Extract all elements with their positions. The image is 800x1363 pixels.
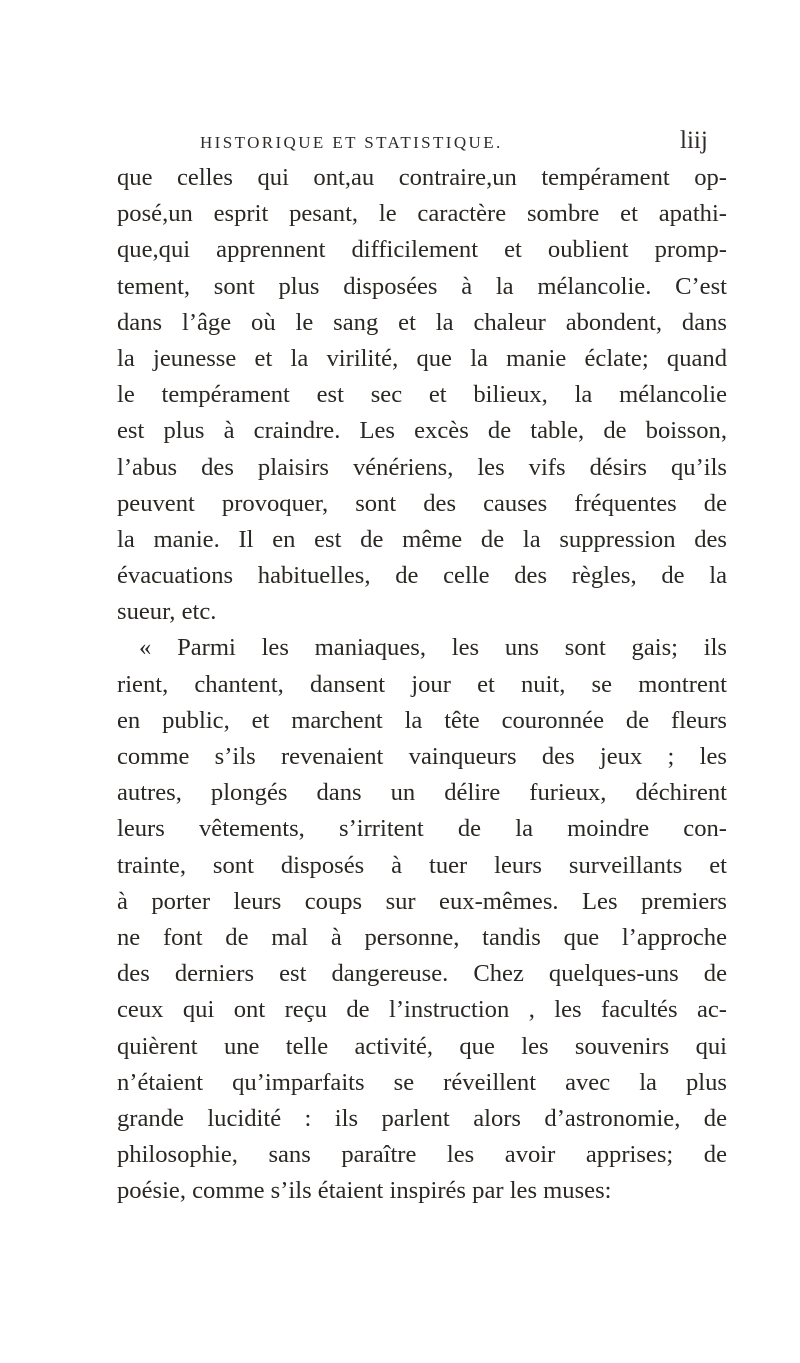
running-title: HISTORIQUE ET STATISTIQUE. [200, 133, 503, 152]
text-line: ceux qui ont reçu de l’instruction , les facultés ac- [117, 996, 727, 1024]
text-line: trainte, sont disposés à tuer leurs surveillants et [117, 851, 727, 879]
text-line: des derniers est dangereuse. Chez quelques-uns de [117, 960, 727, 988]
text-line: ne font de mal à personne, tandis que l’approche [117, 923, 727, 951]
text-line: poésie, comme s’ils étaient inspirés par les muses: [117, 1177, 612, 1205]
text-line: quièrent une telle activité, que les souvenirs qui [117, 1032, 727, 1060]
text-line: leurs vêtements, s’irritent de la moindre con- [117, 815, 727, 843]
text-line: sueur, etc. [117, 598, 217, 626]
text-line: en public, et marchent la tête couronnée de fleurs [117, 706, 727, 734]
text-line: philosophie, sans paraître les avoir apprises; de [117, 1141, 727, 1169]
text-line: dans l’âge où le sang et la chaleur abondent, dans [117, 308, 727, 336]
text-line: que,qui apprennent difficilement et oublient promp- [117, 236, 727, 264]
text-line: tement, sont plus disposées à la mélancolie. C’est [117, 272, 727, 300]
text-line: grande lucidité : ils parlent alors d’astronomie, de [117, 1104, 727, 1132]
text-line: l’abus des plaisirs vénériens, les vifs désirs qu’ils [117, 453, 727, 481]
text-line: à porter leurs coups sur eux-mêmes. Les premiers [117, 887, 727, 915]
text-line: « Parmi les maniaques, les uns sont gais; ils [139, 634, 727, 662]
text-line: n’étaient qu’imparfaits se réveillent avec la plus [117, 1068, 727, 1096]
text-line: est plus à craindre. Les excès de table, de boisson, [117, 417, 727, 445]
text-line: évacuations habituelles, de celle des règles, de la [117, 562, 727, 590]
text-line: posé,un esprit pesant, le caractère sombre et apathi- [117, 200, 727, 228]
text-line: autres, plongés dans un délire furieux, déchirent [117, 779, 727, 807]
text-line: rient, chantent, dansent jour et nuit, se montrent [117, 670, 727, 698]
page-number: liij [680, 127, 708, 154]
text-line: la manie. Il en est de même de la suppression des [117, 525, 727, 553]
text-line: le tempérament est sec et bilieux, la mélancolie [117, 381, 727, 409]
text-line: la jeunesse et la virilité, que la manie éclate; quand [117, 344, 727, 372]
text-line: comme s’ils revenaient vainqueurs des jeux ; les [117, 743, 727, 770]
body-text [117, 160, 727, 1209]
text-line: que celles qui ont,au contraire,un tempérament op- [117, 164, 727, 191]
text-line: peuvent provoquer, sont des causes fréquentes de [117, 489, 727, 517]
